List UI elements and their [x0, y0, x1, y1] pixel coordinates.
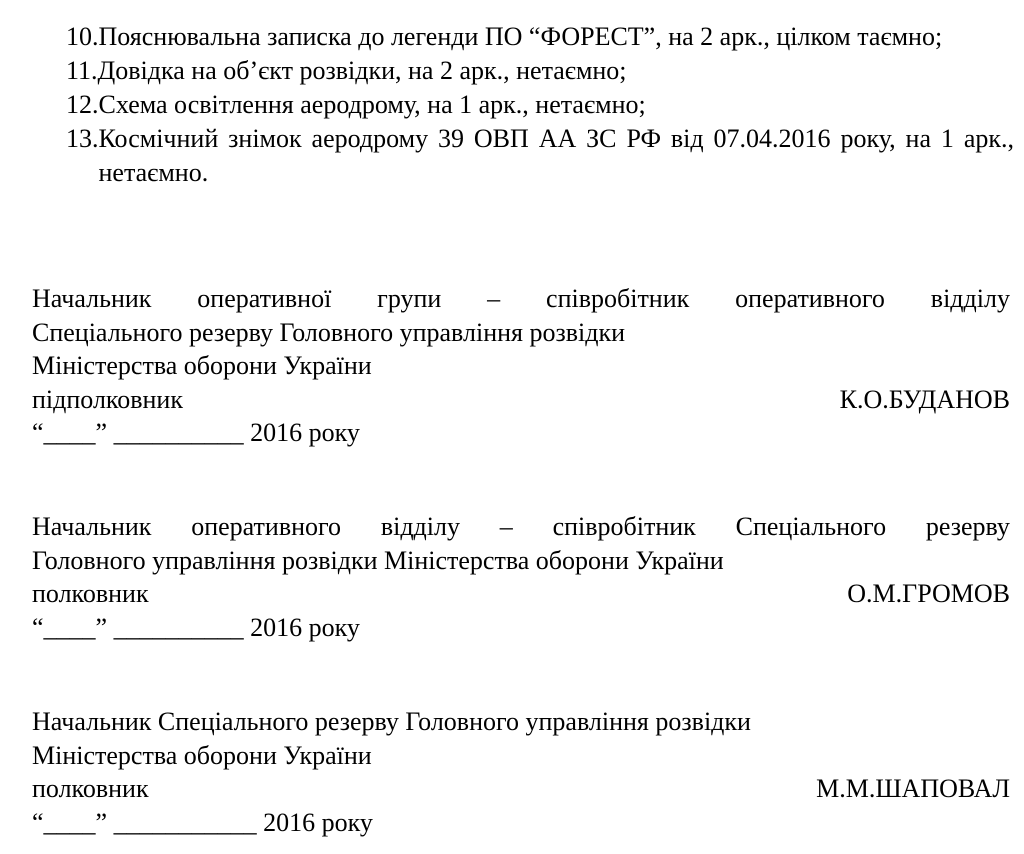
item-text: Пояснювальна записка до легенди ПО “ФОРЕСТ”, на 2 арк., цілком таємно;: [98, 22, 943, 51]
signature-block-budanov: [32, 282, 1010, 450]
item-number: 13.: [66, 124, 99, 153]
signature-title-line: Міністерства оборони України: [32, 740, 372, 770]
title-word: –: [487, 284, 501, 313]
signature-title-line: Спеціального резерву Головного управління розвідки: [32, 317, 626, 347]
title-word: співробітник: [552, 512, 696, 541]
signature-rank: полковник: [32, 774, 149, 803]
signature-title-line: [32, 510, 1010, 544]
item-text: Космічний знімок аеродрому 39 ОВП АА ЗС РФ від 07.04.2016 року, на 1 арк., нетаємно.: [98, 124, 1014, 187]
item-number: 11.: [66, 56, 98, 85]
title-word: відділу: [380, 512, 460, 541]
signature-date: “____” __________ 2016 року: [32, 418, 360, 447]
title-word: Начальник: [32, 284, 152, 313]
title-word: Начальник: [32, 512, 152, 541]
title-word: співробітник: [546, 284, 690, 313]
title-word: оперативного: [191, 512, 342, 541]
signature-date: “____” __________ 2016 року: [32, 612, 360, 642]
rank-name-row: [32, 383, 1010, 417]
rank-name-row: [32, 577, 1010, 611]
title-word: Спеціального: [735, 512, 887, 541]
signature-title-text: [32, 282, 1010, 316]
signature-name: М.М.ШАПОВАЛ: [816, 774, 1010, 803]
title-word: відділу: [930, 284, 1010, 313]
signature-title-text: [32, 510, 1010, 544]
signature-rank: підполковник: [32, 384, 183, 414]
title-word: резерву: [925, 512, 1010, 541]
signature-title-line: [32, 282, 1010, 316]
item-text: Схема освітлення аеродрому, на 1 арк., нетаємно;: [98, 90, 646, 119]
item-text: Довідка на об’єкт розвідки, на 2 арк., нетаємно;: [97, 56, 627, 85]
attachments-list: [66, 20, 1014, 190]
signature-title-line: Головного управління розвідки Міністерства оборони України: [32, 545, 724, 575]
signature-name: О.М.ГРОМОВ: [847, 579, 1010, 608]
signature-title-line: Начальник Спеціального резерву Головного управління розвідки: [32, 707, 751, 736]
signature-rank: полковник: [32, 579, 149, 608]
list-item: [66, 54, 1014, 88]
item-number: 12.: [66, 90, 99, 119]
list-item: [66, 20, 1014, 54]
signature-block-shapoval: [32, 705, 1010, 839]
title-word: оперативного: [735, 284, 885, 313]
title-word: –: [499, 512, 513, 541]
item-number: 10.: [66, 22, 99, 51]
rank-name-row: [32, 772, 1010, 806]
title-word: групи: [377, 284, 442, 313]
signature-name: К.О.БУДАНОВ: [839, 384, 1010, 414]
title-word: оперативної: [197, 284, 332, 313]
signature-block-gromov: [32, 510, 1010, 644]
signature-date: “____” ___________ 2016 року: [32, 807, 373, 837]
list-item: [66, 122, 1014, 190]
list-item: [66, 88, 1014, 122]
signature-title-line: Міністерства оборони України: [32, 351, 372, 380]
